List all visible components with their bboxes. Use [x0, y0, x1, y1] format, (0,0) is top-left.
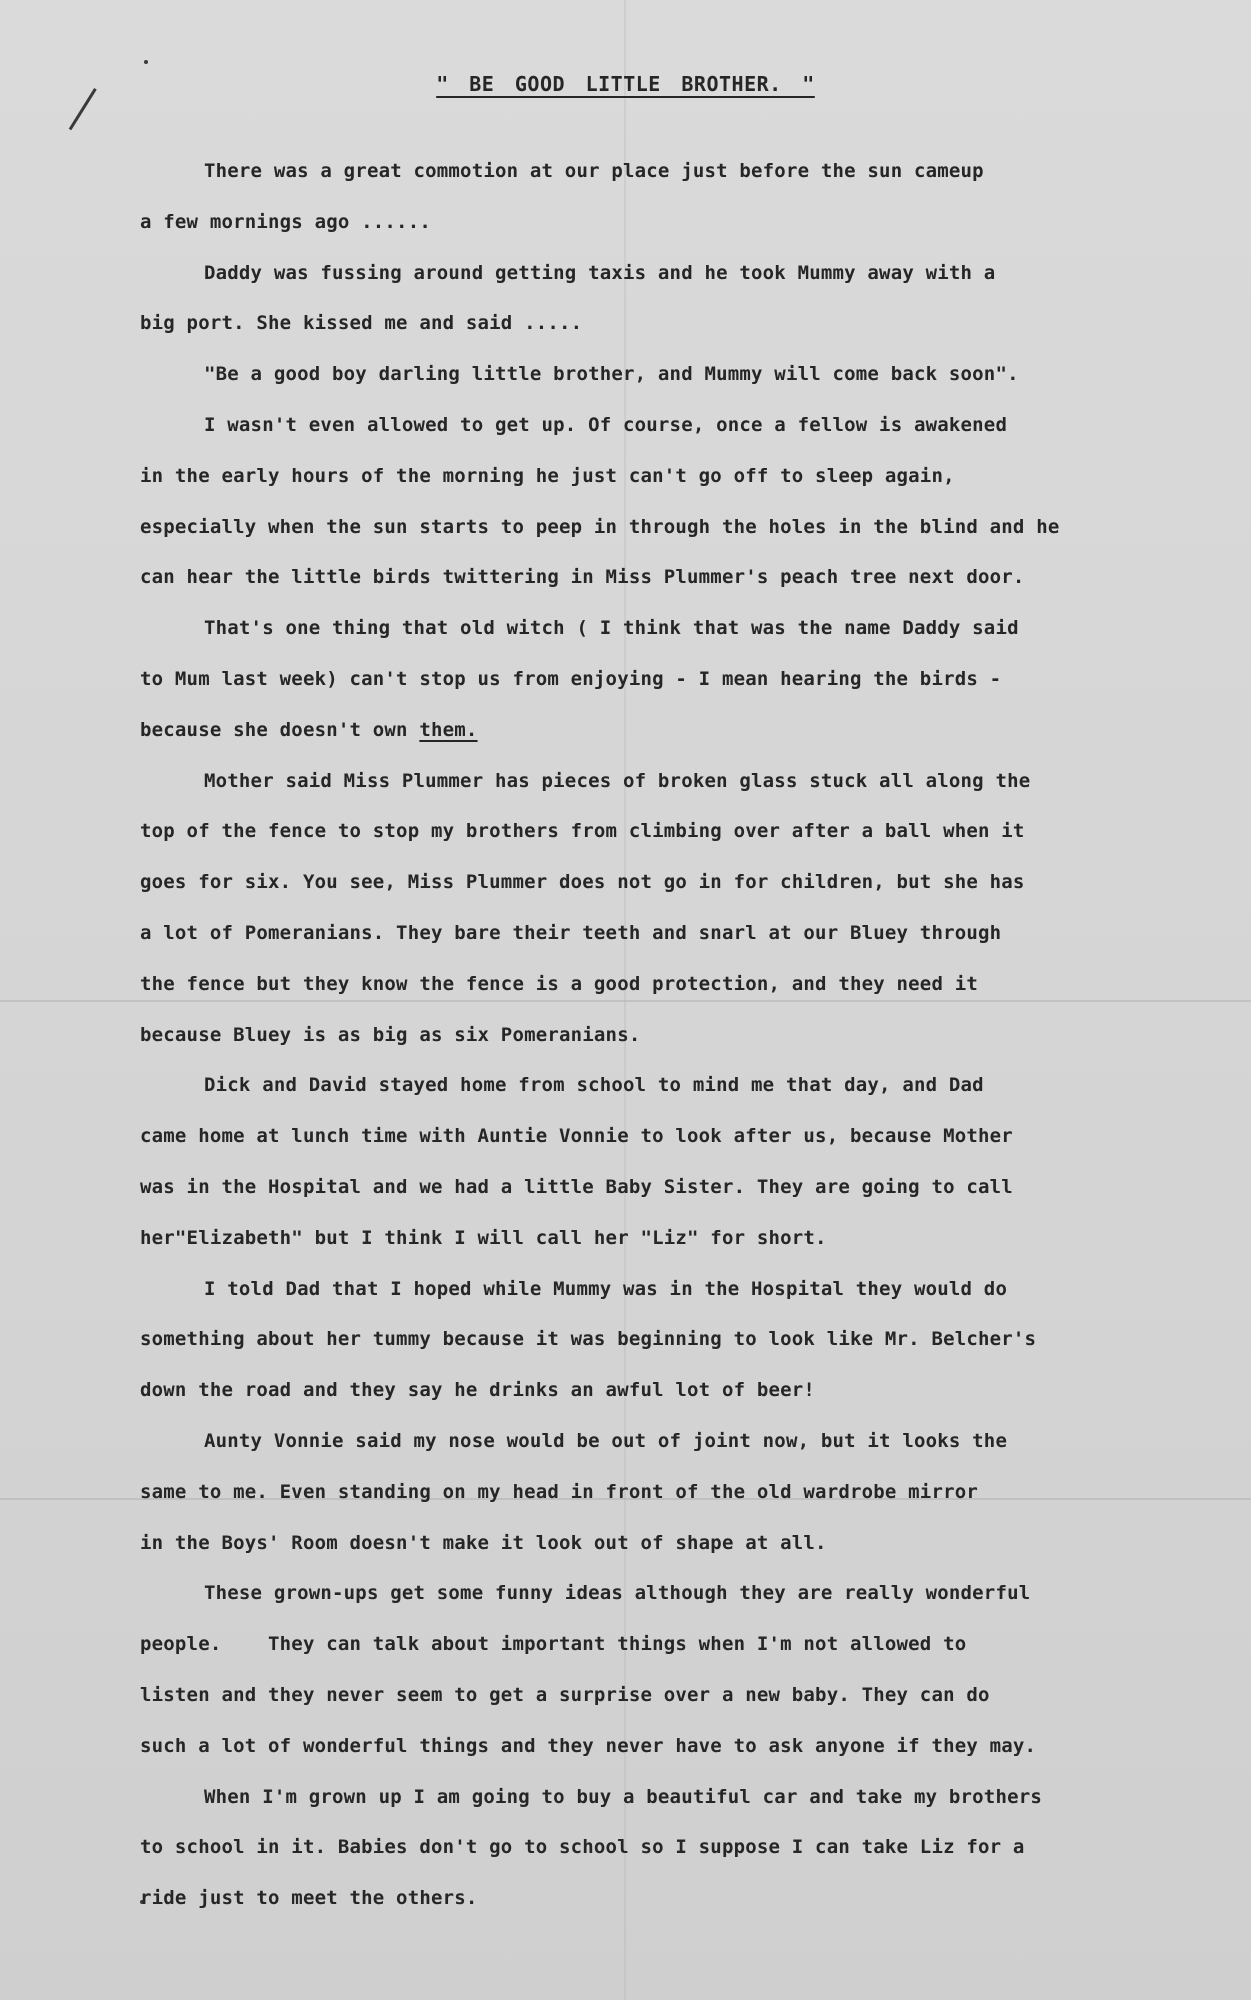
page-title — [0, 72, 1251, 96]
text-line — [140, 705, 1170, 756]
text-line: goes for six. You see, Miss Plummer does not go in for children, but she has — [140, 871, 1025, 894]
paragraph — [140, 146, 1170, 248]
text-line: big port. She kissed me and said ..... — [140, 312, 583, 335]
text-line: a lot of Pomeranians. They bare their teeth and snarl at our Bluey through — [140, 921, 1002, 944]
text-line: "Be a good boy darling little brother, and Mummy will come back soon". — [204, 363, 1019, 386]
paragraph — [140, 1060, 1170, 1263]
paragraph — [140, 349, 1170, 400]
text-line: When I'm grown up I am going to buy a beautiful car and take my brothers — [204, 1785, 1043, 1808]
text-line: something about her tummy because it was beginning to look like Mr. Belcher's — [140, 1328, 1037, 1351]
text-line: Dick and David stayed home from school to mind me that day, and Dad — [204, 1074, 984, 1097]
paragraph — [140, 1416, 1170, 1568]
paragraph — [140, 756, 1170, 1061]
text-line: was in the Hospital and we had a little Baby Sister. They are going to call — [140, 1175, 1013, 1198]
text-line: especially when the sun starts to peep in through the holes in the blind and he — [140, 515, 1060, 538]
text-line: came home at lunch time with Auntie Vonnie to look after us, because Mother — [140, 1125, 1013, 1148]
text-line: can hear the little birds twittering in Miss Plummer's peach tree next door. — [140, 566, 1025, 589]
text-line: to school in it. Babies don't go to school so I suppose I can take Liz for a — [140, 1836, 1025, 1859]
text-line: ride just to meet the others. — [140, 1887, 478, 1910]
text-line: in the Boys' Room doesn't make it look out of shape at all. — [140, 1531, 827, 1554]
text-line: same to me. Even standing on my head in front of the old wardrobe mirror — [140, 1480, 979, 1503]
text-line: to Mum last week) can't stop us from enjoying - I mean hearing the birds - — [140, 667, 1002, 690]
text-line: I wasn't even allowed to get up. Of course, once a fellow is awakened — [204, 413, 1008, 436]
paragraph — [140, 1264, 1170, 1416]
text-line: such a lot of wonderful things and they never have to ask anyone if they may. — [140, 1734, 1037, 1757]
text-line: because Bluey is as big as six Pomeranians. — [140, 1023, 641, 1046]
text-line: Daddy was fussing around getting taxis and he took Mummy away with a — [204, 261, 996, 284]
document-body — [140, 146, 1170, 1924]
text-line: down the road and they say he drinks an awful lot of beer! — [140, 1379, 816, 1402]
paragraph — [140, 1568, 1170, 1771]
text-line: top of the fence to stop my brothers from climbing over after a ball when it — [140, 820, 1025, 843]
text-line: I told Dad that I hoped while Mummy was in the Hospital they would do — [204, 1277, 1008, 1300]
text-line: people. They can talk about important things when I'm not allowed to — [140, 1633, 967, 1656]
page-title-text: " BE GOOD LITTLE BROTHER. " — [436, 72, 815, 96]
text-line: These grown-ups get some funny ideas although they are really wonderful — [204, 1582, 1031, 1605]
text-line: listen and they never seem to get a surprise over a new baby. They can do — [140, 1683, 990, 1706]
text-line: Mother said Miss Plummer has pieces of broken glass stuck all along the — [204, 769, 1031, 792]
ink-speck — [144, 60, 148, 64]
text-line: the fence but they know the fence is a good protection, and they need it — [140, 972, 979, 995]
text-fragment: because she doesn't own — [140, 718, 420, 741]
underlined-word: them. — [419, 718, 478, 741]
text-line: There was a great commotion at our place just before the sun cameup — [204, 160, 984, 182]
text-line: her"Elizabeth" but I think I will call her "Liz" for short. — [140, 1226, 827, 1249]
paragraph — [140, 400, 1170, 603]
paragraph — [140, 1772, 1170, 1924]
text-line: Aunty Vonnie said my nose would be out of joint now, but it looks the — [204, 1429, 1008, 1452]
text-line: That's one thing that old witch ( I think that was the name Daddy said — [204, 617, 1019, 640]
paragraph — [140, 248, 1170, 350]
text-line: a few mornings ago ...... — [140, 210, 431, 233]
paragraph — [140, 603, 1170, 755]
text-line: in the early hours of the morning he just can't go off to sleep again, — [140, 464, 955, 487]
